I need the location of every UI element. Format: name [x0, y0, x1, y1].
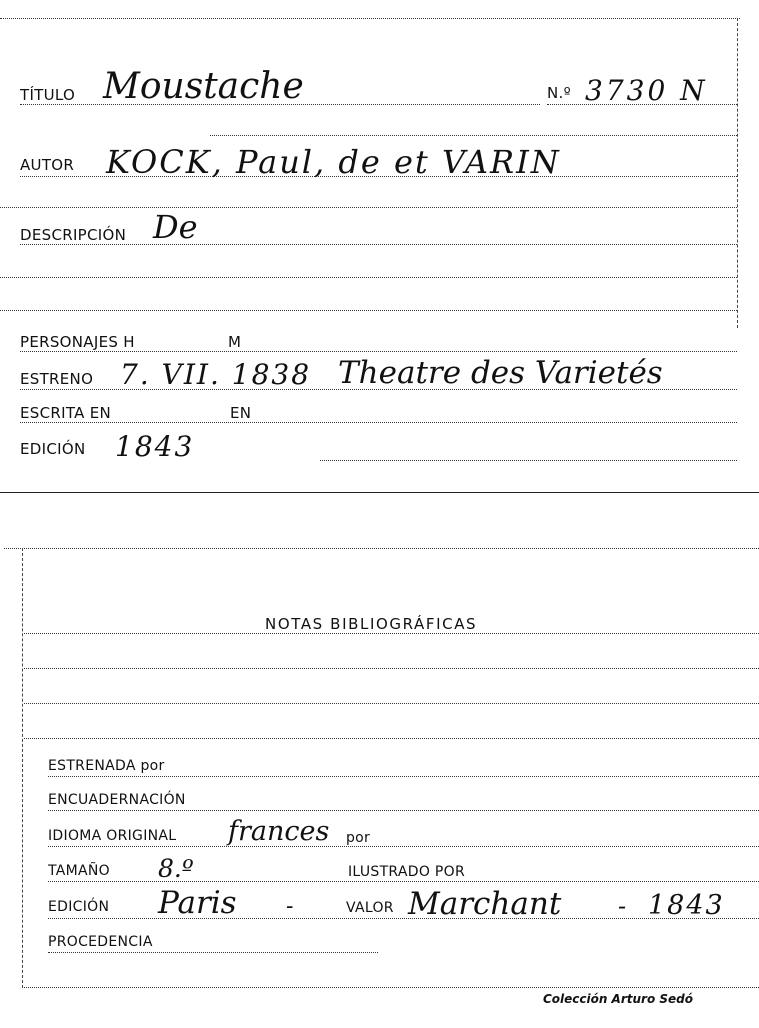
personajes-label: PERSONAJES H: [20, 333, 135, 351]
escrita-line: [20, 422, 737, 423]
autor-value: KOCK, Paul, de et VARIN: [106, 143, 561, 181]
idioma-value: frances: [228, 816, 330, 847]
catalog-card-back: [0, 540, 759, 1010]
edicion-back-label: EDICIÓN: [48, 899, 110, 915]
escrita-en-label: EN: [230, 404, 252, 422]
autor-line: [20, 176, 737, 177]
estreno-value: 7. VII. 1838: [120, 358, 312, 391]
descripcion-label: DESCRIPCIÓN: [20, 226, 127, 244]
edicion-back-line: [48, 918, 759, 919]
descripcion-value: De: [153, 208, 198, 246]
catalog-card-front: [0, 0, 759, 495]
notas-line-1: [24, 633, 759, 634]
estreno-label: ESTRENO: [20, 370, 94, 388]
ilustrado-label: ILUSTRADO POR: [348, 864, 465, 880]
idioma-line: [48, 846, 759, 847]
back-top-border: [4, 548, 759, 549]
numero-value: 3730 N: [585, 74, 708, 107]
notas-heading: NOTAS BIBLIOGRÁFICAS: [265, 615, 478, 633]
procedencia-label: PROCEDENCIA: [48, 934, 153, 950]
encuadernacion-line: [48, 810, 759, 811]
back-left-edge: [22, 548, 23, 988]
notas-line-3: [24, 703, 759, 704]
back-bottom-border: [24, 987, 759, 988]
rule-2: [0, 207, 737, 208]
autor-label: AUTOR: [20, 156, 75, 174]
card-bottom-edge: [0, 492, 759, 493]
notas-line-2: [24, 668, 759, 669]
tamano-label: TAMAÑO: [48, 863, 110, 879]
valor-label: VALOR: [346, 900, 394, 916]
tamano-line: [48, 881, 759, 882]
escrita-label: ESCRITA EN: [20, 404, 112, 422]
idioma-label: IDIOMA ORIGINAL: [48, 828, 177, 844]
card-top-border: [0, 18, 740, 19]
estrenada-label: ESTRENADA por: [48, 758, 165, 774]
encuadernacion-label: ENCUADERNACIÓN: [48, 792, 186, 808]
idioma-por-label: por: [346, 830, 371, 846]
edicion-dash: -: [286, 894, 294, 919]
valor-value: Marchant: [408, 886, 562, 922]
descripcion-line: [20, 244, 737, 245]
edicion-label: EDICIÓN: [20, 440, 86, 458]
personajes-m-label: M: [228, 333, 242, 351]
procedencia-line: [48, 952, 378, 953]
titulo-label: TÍTULO: [20, 86, 76, 104]
rule-1: [210, 135, 737, 136]
numero-label: N.º: [547, 84, 571, 102]
estreno-line: [20, 389, 737, 390]
estrenada-line: [48, 776, 759, 777]
rule-3: [0, 277, 737, 278]
tamano-value: 8.º: [158, 854, 194, 883]
edicion-value: 1843: [115, 430, 195, 463]
valor-year: 1843: [648, 890, 725, 921]
notas-line-4: [24, 738, 759, 739]
edicion-back-value: Paris: [158, 885, 237, 921]
edicion-line: [320, 460, 737, 461]
numero-line: [547, 104, 737, 105]
titulo-line: [20, 104, 540, 105]
valor-dash: -: [618, 892, 627, 920]
rule-4: [0, 310, 737, 311]
personajes-line: [20, 351, 737, 352]
card-right-edge: [737, 18, 738, 328]
titulo-value: Moustache: [103, 66, 304, 107]
estreno-place: Theatre des Varietés: [338, 355, 663, 391]
collection-footer: Colección Arturo Sedó: [542, 992, 693, 1006]
